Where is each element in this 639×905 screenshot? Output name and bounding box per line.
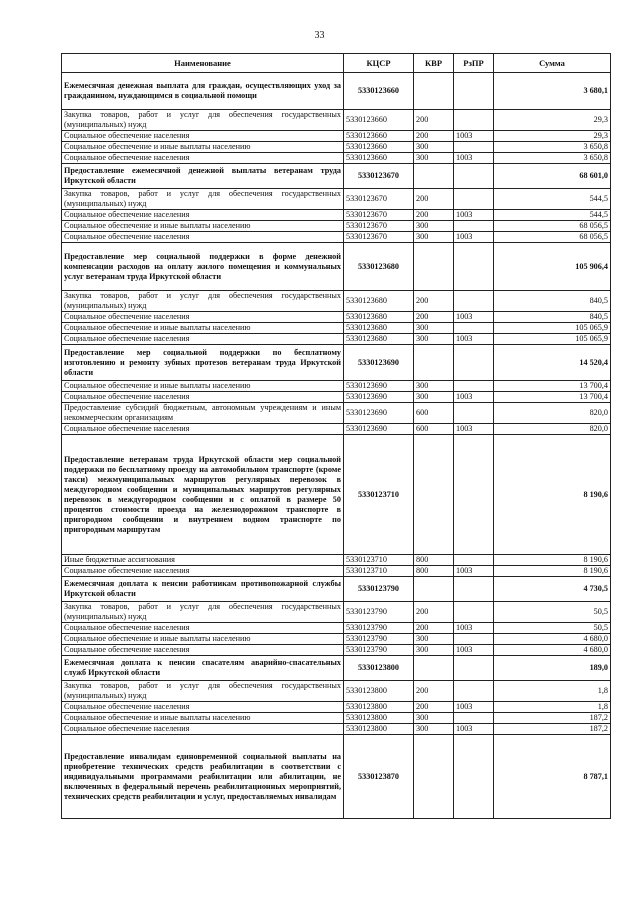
- cell-name: Социальное обеспечение населения: [62, 232, 344, 243]
- cell-name: Ежемесячная денежная выплата для граждан, осуществляющих уход за гражданином, нуждающимся в социальной помощи: [62, 73, 344, 110]
- table-row: [62, 323, 611, 334]
- cell-kvr: [414, 73, 454, 110]
- cell-kvr: 800: [414, 555, 454, 566]
- cell-sum: 105 065,9: [494, 334, 611, 345]
- table-row: [62, 73, 611, 110]
- cell-kvr: [414, 735, 454, 819]
- cell-rzpr: [454, 323, 494, 334]
- cell-rzpr: 1003: [454, 724, 494, 735]
- cell-kvr: 300: [414, 392, 454, 403]
- cell-kcsr: 5330123660: [344, 110, 414, 131]
- cell-name: Социальное обеспечение и иные выплаты населению: [62, 221, 344, 232]
- cell-kcsr: 5330123800: [344, 713, 414, 724]
- cell-kvr: 600: [414, 403, 454, 424]
- cell-sum: 187,2: [494, 713, 611, 724]
- cell-kcsr: 5330123680: [344, 291, 414, 312]
- cell-sum: 4 680,0: [494, 645, 611, 656]
- cell-sum: 544,5: [494, 210, 611, 221]
- cell-kcsr: 5330123670: [344, 164, 414, 189]
- cell-rzpr: [454, 735, 494, 819]
- cell-kvr: 200: [414, 623, 454, 634]
- cell-rzpr: [454, 221, 494, 232]
- cell-rzpr: [454, 577, 494, 602]
- cell-rzpr: [454, 110, 494, 131]
- cell-sum: 105 906,4: [494, 243, 611, 291]
- cell-kvr: 300: [414, 634, 454, 645]
- cell-name: Предоставление ежемесячной денежной выплаты ветеранам труда Иркутской области: [62, 164, 344, 189]
- cell-rzpr: [454, 189, 494, 210]
- cell-kvr: 200: [414, 291, 454, 312]
- cell-name: Социальное обеспечение населения: [62, 153, 344, 164]
- cell-kcsr: 5330123660: [344, 73, 414, 110]
- cell-rzpr: 1003: [454, 424, 494, 435]
- cell-sum: 820,0: [494, 403, 611, 424]
- cell-kcsr: 5330123710: [344, 435, 414, 555]
- cell-name: Социальное обеспечение и иные выплаты населению: [62, 142, 344, 153]
- table-row: [62, 142, 611, 153]
- table-row: [62, 243, 611, 291]
- cell-kcsr: 5330123660: [344, 153, 414, 164]
- header-kvr: КВР: [414, 54, 454, 73]
- cell-name: Предоставление субсидий бюджетным, автономным учреждениям и иным некоммерческим организациям: [62, 403, 344, 424]
- cell-name: Социальное обеспечение населения: [62, 312, 344, 323]
- cell-rzpr: 1003: [454, 623, 494, 634]
- cell-sum: 4 680,0: [494, 634, 611, 645]
- cell-kcsr: 5330123790: [344, 602, 414, 623]
- cell-sum: 840,5: [494, 312, 611, 323]
- cell-name: Закупка товаров, работ и услуг для обеспечения государственных (муниципальных) нужд: [62, 602, 344, 623]
- budget-table: [61, 53, 611, 819]
- cell-kcsr: 5330123690: [344, 381, 414, 392]
- cell-kcsr: 5330123680: [344, 323, 414, 334]
- cell-kvr: 200: [414, 210, 454, 221]
- cell-sum: 29,3: [494, 110, 611, 131]
- table-row: [62, 189, 611, 210]
- table-row: [62, 623, 611, 634]
- cell-kvr: 200: [414, 602, 454, 623]
- cell-name: Социальное обеспечение населения: [62, 392, 344, 403]
- table-row: [62, 221, 611, 232]
- cell-sum: 1,8: [494, 681, 611, 702]
- cell-kcsr: 5330123710: [344, 555, 414, 566]
- cell-kvr: [414, 656, 454, 681]
- cell-rzpr: [454, 381, 494, 392]
- cell-name: Социальное обеспечение и иные выплаты населению: [62, 323, 344, 334]
- cell-rzpr: [454, 73, 494, 110]
- cell-kvr: 800: [414, 566, 454, 577]
- cell-sum: 13 700,4: [494, 381, 611, 392]
- table-row: [62, 392, 611, 403]
- cell-rzpr: [454, 403, 494, 424]
- cell-kvr: [414, 345, 454, 381]
- cell-sum: 8 787,1: [494, 735, 611, 819]
- cell-rzpr: [454, 656, 494, 681]
- cell-kvr: 300: [414, 713, 454, 724]
- cell-sum: 50,5: [494, 623, 611, 634]
- cell-kcsr: 5330123690: [344, 345, 414, 381]
- cell-name: Предоставление инвалидам единовременной социальной выплаты на приобретение технических средств реабилитации в соответствии с индивидуальными программами реабилитации или абилитации, не включенных в федеральный перечень реабилитационных мероприятий, технических средств реабилитации и услуг, предоставляемых инвалидам: [62, 735, 344, 819]
- table-row: [62, 681, 611, 702]
- cell-kvr: 200: [414, 131, 454, 142]
- cell-sum: 187,2: [494, 724, 611, 735]
- cell-rzpr: [454, 634, 494, 645]
- cell-kcsr: 5330123680: [344, 243, 414, 291]
- table-row: [62, 164, 611, 189]
- cell-sum: 3 650,8: [494, 153, 611, 164]
- cell-name: Ежемесячная доплата к пенсии спасателям аварийно-спасательных служб Иркутской области: [62, 656, 344, 681]
- cell-name: Социальное обеспечение и иные выплаты населению: [62, 381, 344, 392]
- header-name: Наименование: [62, 54, 344, 73]
- table-row: [62, 735, 611, 819]
- table-row: [62, 566, 611, 577]
- cell-sum: 29,3: [494, 131, 611, 142]
- cell-sum: 840,5: [494, 291, 611, 312]
- cell-rzpr: 1003: [454, 232, 494, 243]
- table-row: [62, 153, 611, 164]
- cell-sum: 3 680,1: [494, 73, 611, 110]
- cell-rzpr: [454, 164, 494, 189]
- cell-sum: 820,0: [494, 424, 611, 435]
- cell-kcsr: 5330123800: [344, 656, 414, 681]
- cell-kvr: [414, 577, 454, 602]
- cell-sum: 544,5: [494, 189, 611, 210]
- table-row: [62, 577, 611, 602]
- cell-rzpr: [454, 435, 494, 555]
- cell-sum: 13 700,4: [494, 392, 611, 403]
- table-body: [62, 73, 611, 819]
- cell-kcsr: 5330123690: [344, 403, 414, 424]
- table-row: [62, 424, 611, 435]
- cell-name: Социальное обеспечение населения: [62, 566, 344, 577]
- cell-kvr: 300: [414, 334, 454, 345]
- cell-kcsr: 5330123680: [344, 334, 414, 345]
- cell-kcsr: 5330123710: [344, 566, 414, 577]
- table-row: [62, 713, 611, 724]
- header-kcsr: КЦСР: [344, 54, 414, 73]
- cell-kvr: 200: [414, 189, 454, 210]
- table-row: [62, 110, 611, 131]
- cell-name: Закупка товаров, работ и услуг для обеспечения государственных (муниципальных) нужд: [62, 291, 344, 312]
- cell-kcsr: 5330123800: [344, 724, 414, 735]
- cell-rzpr: 1003: [454, 334, 494, 345]
- cell-kvr: 200: [414, 702, 454, 713]
- cell-kcsr: 5330123670: [344, 232, 414, 243]
- cell-sum: 105 065,9: [494, 323, 611, 334]
- cell-name: Социальное обеспечение населения: [62, 645, 344, 656]
- cell-rzpr: 1003: [454, 153, 494, 164]
- cell-name: Социальное обеспечение населения: [62, 424, 344, 435]
- page-number: 33: [314, 30, 325, 41]
- cell-rzpr: [454, 142, 494, 153]
- cell-name: Социальное обеспечение населения: [62, 210, 344, 221]
- cell-kcsr: 5330123790: [344, 645, 414, 656]
- cell-rzpr: [454, 243, 494, 291]
- cell-sum: 3 650,8: [494, 142, 611, 153]
- cell-sum: 4 730,5: [494, 577, 611, 602]
- table-row: [62, 232, 611, 243]
- cell-name: Предоставление мер социальной поддержки в форме денежной компенсации расходов на оплату жилого помещения и коммунальных услуг ветеранам труда Иркутской области: [62, 243, 344, 291]
- cell-sum: 8 190,6: [494, 566, 611, 577]
- cell-name: Закупка товаров, работ и услуг для обеспечения государственных (муниципальных) нужд: [62, 189, 344, 210]
- cell-rzpr: 1003: [454, 210, 494, 221]
- cell-kcsr: 5330123800: [344, 702, 414, 713]
- cell-kvr: 300: [414, 381, 454, 392]
- cell-rzpr: [454, 602, 494, 623]
- cell-sum: 68 601,0: [494, 164, 611, 189]
- cell-kcsr: 5330123690: [344, 392, 414, 403]
- cell-kcsr: 5330123790: [344, 623, 414, 634]
- table-row: [62, 210, 611, 221]
- cell-rzpr: 1003: [454, 312, 494, 323]
- cell-kcsr: 5330123670: [344, 210, 414, 221]
- cell-sum: 189,0: [494, 656, 611, 681]
- cell-kvr: 300: [414, 153, 454, 164]
- cell-sum: 68 056,5: [494, 221, 611, 232]
- cell-kvr: 200: [414, 110, 454, 131]
- cell-kvr: [414, 435, 454, 555]
- cell-rzpr: [454, 291, 494, 312]
- table-row: [62, 131, 611, 142]
- table-row: [62, 435, 611, 555]
- cell-kcsr: 5330123660: [344, 142, 414, 153]
- cell-kvr: 200: [414, 681, 454, 702]
- cell-name: Закупка товаров, работ и услуг для обеспечения государственных (муниципальных) нужд: [62, 110, 344, 131]
- cell-kvr: 300: [414, 232, 454, 243]
- cell-kvr: 300: [414, 323, 454, 334]
- table-row: [62, 656, 611, 681]
- cell-kcsr: 5330123790: [344, 634, 414, 645]
- cell-name: Социальное обеспечение и иные выплаты населению: [62, 634, 344, 645]
- cell-sum: 14 520,4: [494, 345, 611, 381]
- header-rzpr: РзПР: [454, 54, 494, 73]
- cell-kvr: 300: [414, 724, 454, 735]
- table-row: [62, 345, 611, 381]
- cell-name: Ежемесячная доплата к пенсии работникам противопожарной службы Иркутской области: [62, 577, 344, 602]
- table-row: [62, 724, 611, 735]
- cell-name: Иные бюджетные ассигнования: [62, 555, 344, 566]
- cell-kvr: 300: [414, 221, 454, 232]
- cell-rzpr: 1003: [454, 131, 494, 142]
- cell-kvr: 200: [414, 312, 454, 323]
- cell-rzpr: 1003: [454, 645, 494, 656]
- table-row: [62, 403, 611, 424]
- table-row: [62, 334, 611, 345]
- cell-name: Предоставление ветеранам труда Иркутской области мер социальной поддержки по бесплатному проезду на автомобильном транспорте (кроме такси) межмуниципальных маршрутов регулярных перевозок в междугородном сообщении и муниципальных маршрутов регулярных перевозок в междугородном сообщении и с оплатой в размере 50 процентов стоимости проезда на железнодорожном транспорте в пригородном сообщении и внутреннем водном транспорте по пригородным маршрутам: [62, 435, 344, 555]
- cell-name: Предоставление мер социальной поддержки по бесплатному изготовлению и ремонту зубных протезов ветеранам труда Иркутской области: [62, 345, 344, 381]
- cell-rzpr: [454, 713, 494, 724]
- table-row: [62, 291, 611, 312]
- cell-kcsr: 5330123800: [344, 681, 414, 702]
- cell-rzpr: [454, 555, 494, 566]
- table-row: [62, 602, 611, 623]
- cell-kcsr: 5330123670: [344, 189, 414, 210]
- cell-kvr: [414, 164, 454, 189]
- cell-rzpr: 1003: [454, 702, 494, 713]
- cell-name: Закупка товаров, работ и услуг для обеспечения государственных (муниципальных) нужд: [62, 681, 344, 702]
- table-row: [62, 702, 611, 713]
- cell-rzpr: 1003: [454, 392, 494, 403]
- cell-rzpr: [454, 345, 494, 381]
- cell-kcsr: 5330123680: [344, 312, 414, 323]
- cell-sum: 50,5: [494, 602, 611, 623]
- cell-sum: 1,8: [494, 702, 611, 713]
- cell-name: Социальное обеспечение населения: [62, 724, 344, 735]
- cell-kvr: 300: [414, 142, 454, 153]
- table-row: [62, 381, 611, 392]
- cell-sum: 68 056,5: [494, 232, 611, 243]
- header-sum: Сумма: [494, 54, 611, 73]
- cell-kcsr: 5330123870: [344, 735, 414, 819]
- cell-name: Социальное обеспечение и иные выплаты населению: [62, 713, 344, 724]
- cell-name: Социальное обеспечение населения: [62, 131, 344, 142]
- cell-kvr: 600: [414, 424, 454, 435]
- cell-kcsr: 5330123790: [344, 577, 414, 602]
- table-row: [62, 312, 611, 323]
- cell-kvr: [414, 243, 454, 291]
- cell-name: Социальное обеспечение населения: [62, 334, 344, 345]
- table-header-row: [62, 54, 611, 73]
- cell-name: Социальное обеспечение населения: [62, 702, 344, 713]
- cell-rzpr: [454, 681, 494, 702]
- table-row: [62, 634, 611, 645]
- cell-kcsr: 5330123660: [344, 131, 414, 142]
- table-row: [62, 645, 611, 656]
- cell-sum: 8 190,6: [494, 555, 611, 566]
- cell-kcsr: 5330123670: [344, 221, 414, 232]
- cell-sum: 8 190,6: [494, 435, 611, 555]
- cell-name: Социальное обеспечение населения: [62, 623, 344, 634]
- table-row: [62, 555, 611, 566]
- cell-rzpr: 1003: [454, 566, 494, 577]
- cell-kcsr: 5330123690: [344, 424, 414, 435]
- cell-kvr: 300: [414, 645, 454, 656]
